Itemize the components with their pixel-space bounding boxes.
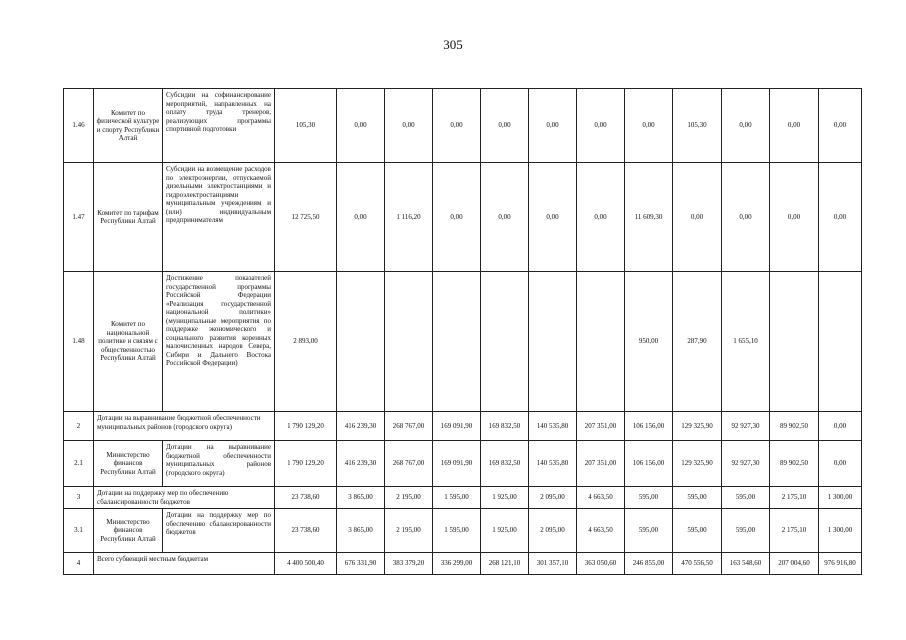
cell-value: 0,00 — [337, 163, 385, 272]
cell-value: 23 738,60 — [275, 487, 337, 509]
row-number: 2 — [64, 412, 94, 441]
cell-value: 0,00 — [481, 163, 529, 272]
cell-value — [481, 272, 529, 412]
cell-value: 1 300,00 — [819, 487, 862, 509]
cell-value: 336 299,00 — [433, 553, 481, 575]
cell-value: 140 535,80 — [529, 441, 577, 487]
cell-value: 268 767,00 — [385, 412, 433, 441]
row-number: 2.1 — [64, 441, 94, 487]
cell-value: 89 902,50 — [770, 441, 819, 487]
row-number: 1.47 — [64, 163, 94, 272]
row-number: 3.1 — [64, 509, 94, 553]
cell-value: 0,00 — [819, 89, 862, 163]
cell-value: 12 725,50 — [275, 163, 337, 272]
cell-value: 0,00 — [337, 89, 385, 163]
cell-value: 0,00 — [577, 163, 625, 272]
section-description: Всего субвенций местным бюджетам — [94, 553, 275, 575]
organization: Министерство финансов Республики Алтай — [94, 441, 163, 487]
cell-value: 1 300,00 — [819, 509, 862, 553]
table-row — [64, 163, 862, 272]
cell-value — [433, 272, 481, 412]
cell-value: 0,00 — [673, 163, 722, 272]
table-row — [64, 441, 862, 487]
cell-value: 0,00 — [529, 89, 577, 163]
cell-value: 2 095,00 — [529, 509, 577, 553]
cell-value: 301 357,10 — [529, 553, 577, 575]
cell-value: 0,00 — [819, 412, 862, 441]
cell-value: 0,00 — [770, 163, 819, 272]
cell-value: 2 175,10 — [770, 509, 819, 553]
cell-value: 595,00 — [722, 487, 770, 509]
cell-value: 2 893,00 — [275, 272, 337, 412]
cell-value: 1 595,00 — [433, 509, 481, 553]
description: Субсидии на возмещение расходов по электроэнергии, отпускаемой дизельными электростанциями и гидроэлектростанциями муниципальным учреждениям и (или) индивидуальным предпринимателям — [163, 163, 275, 272]
cell-value: 140 535,80 — [529, 412, 577, 441]
table-row — [64, 89, 862, 163]
cell-value — [529, 272, 577, 412]
cell-value: 0,00 — [577, 89, 625, 163]
cell-value: 416 239,30 — [337, 412, 385, 441]
cell-value: 11 609,30 — [625, 163, 673, 272]
cell-value: 163 548,60 — [722, 553, 770, 575]
cell-value: 106 156,00 — [625, 412, 673, 441]
cell-value: 92 927,30 — [722, 441, 770, 487]
cell-value: 0,00 — [385, 89, 433, 163]
cell-value: 169 832,50 — [481, 412, 529, 441]
cell-value: 0,00 — [722, 163, 770, 272]
cell-value: 0,00 — [481, 89, 529, 163]
cell-value: 2 175,10 — [770, 487, 819, 509]
cell-value: 0,00 — [722, 89, 770, 163]
table-row — [64, 272, 862, 412]
cell-value: 2 195,00 — [385, 509, 433, 553]
cell-value: 92 927,30 — [722, 412, 770, 441]
cell-value: 595,00 — [722, 509, 770, 553]
cell-value: 105,30 — [673, 89, 722, 163]
description: Субсидии на софинансирование мероприятий, направленных на оплату труда тренеров, реализующих программы спортивной подготовки — [163, 89, 275, 163]
cell-value: 0,00 — [433, 163, 481, 272]
cell-value: 3 865,00 — [337, 509, 385, 553]
cell-value: 2 095,00 — [529, 487, 577, 509]
cell-value: 595,00 — [673, 509, 722, 553]
cell-value: 595,00 — [625, 509, 673, 553]
cell-value: 89 902,50 — [770, 412, 819, 441]
budget-table — [63, 88, 862, 575]
cell-value: 1 925,00 — [481, 487, 529, 509]
cell-value: 0,00 — [770, 89, 819, 163]
cell-value: 169 091,90 — [433, 441, 481, 487]
cell-value: 470 556,50 — [673, 553, 722, 575]
table-row — [64, 487, 862, 509]
section-description: Дотации на выравнивание бюджетной обеспеченности муниципальных районов (городского округа) — [94, 412, 275, 441]
cell-value: 363 050,60 — [577, 553, 625, 575]
cell-value: 106 156,00 — [625, 441, 673, 487]
cell-value: 416 239,30 — [337, 441, 385, 487]
organization: Министерство финансов Республики Алтай — [94, 509, 163, 553]
cell-value: 246 855,00 — [625, 553, 673, 575]
description: Дотации на выравнивание бюджетной обеспеченности муниципальных районов (городского округа) — [163, 441, 275, 487]
cell-value: 950,00 — [625, 272, 673, 412]
cell-value: 4 400 500,40 — [275, 553, 337, 575]
cell-value: 595,00 — [673, 487, 722, 509]
cell-value: 207 351,00 — [577, 441, 625, 487]
cell-value: 23 738,60 — [275, 509, 337, 553]
cell-value: 1 790 129,20 — [275, 441, 337, 487]
cell-value — [770, 272, 819, 412]
cell-value — [385, 272, 433, 412]
cell-value — [819, 272, 862, 412]
cell-value: 0,00 — [819, 163, 862, 272]
description: Достижение показателей государственной программы Российской Федерации «Реализация государственной национальной политики» (муниципальные мероприятия по поддержке экономического и социального развития коренных малочисленных народов Севера, Сибири и Дальнего Востока Российской Федерации) — [163, 272, 275, 412]
section-description: Дотации на поддержку мер по обеспечению сбалансированности бюджетов — [94, 487, 275, 509]
cell-value: 1 925,00 — [481, 509, 529, 553]
cell-value: 129 325,90 — [673, 412, 722, 441]
organization: Комитет по тарифам Республики Алтай — [94, 163, 163, 272]
cell-value: 169 091,90 — [433, 412, 481, 441]
cell-value: 207 004,60 — [770, 553, 819, 575]
cell-value: 676 331,90 — [337, 553, 385, 575]
cell-value: 268 121,10 — [481, 553, 529, 575]
cell-value: 1 595,00 — [433, 487, 481, 509]
table-row — [64, 553, 862, 575]
cell-value: 0,00 — [529, 163, 577, 272]
cell-value: 0,00 — [625, 89, 673, 163]
cell-value: 0,00 — [433, 89, 481, 163]
cell-value: 1 655,10 — [722, 272, 770, 412]
cell-value: 1 116,20 — [385, 163, 433, 272]
cell-value: 0,00 — [819, 441, 862, 487]
organization: Комитет по национальной политике и связям с общественностью Республики Алтай — [94, 272, 163, 412]
cell-value: 1 790 129,20 — [275, 412, 337, 441]
row-number: 3 — [64, 487, 94, 509]
cell-value: 169 832,50 — [481, 441, 529, 487]
cell-value: 287,90 — [673, 272, 722, 412]
cell-value — [577, 272, 625, 412]
cell-value: 4 663,50 — [577, 487, 625, 509]
cell-value — [337, 272, 385, 412]
description: Дотации на поддержку мер по обеспечению сбалансированности бюджетов — [163, 509, 275, 553]
cell-value: 383 379,20 — [385, 553, 433, 575]
cell-value: 2 195,00 — [385, 487, 433, 509]
table-row — [64, 509, 862, 553]
table-row — [64, 412, 862, 441]
cell-value: 3 865,00 — [337, 487, 385, 509]
cell-value: 129 325,90 — [673, 441, 722, 487]
cell-value: 976 916,80 — [819, 553, 862, 575]
organization: Комитет по физической культуре и спорту Республики Алтай — [94, 89, 163, 163]
cell-value: 268 767,00 — [385, 441, 433, 487]
row-number: 1.46 — [64, 89, 94, 163]
cell-value: 105,30 — [275, 89, 337, 163]
cell-value: 595,00 — [625, 487, 673, 509]
cell-value: 4 663,50 — [577, 509, 625, 553]
row-number: 4 — [64, 553, 94, 575]
row-number: 1.48 — [64, 272, 94, 412]
cell-value: 207 351,00 — [577, 412, 625, 441]
page-number: 305 — [443, 37, 463, 52]
